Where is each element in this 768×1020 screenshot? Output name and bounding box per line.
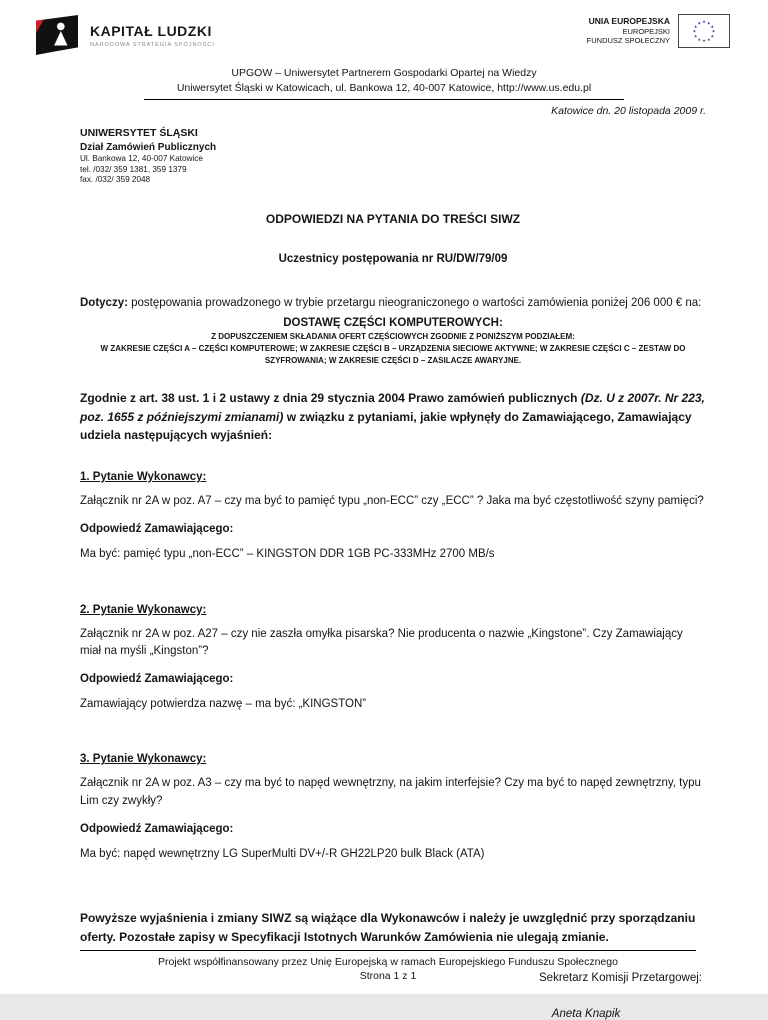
svg-text:★: ★ (707, 36, 711, 42)
program-logo-subtitle: NARODOWA STRATEGIA SPÓJNOŚCI (90, 41, 215, 48)
sender-address: Ul. Bankowa 12, 40-007 Katowice (80, 154, 203, 164)
kapital-ludzki-logo (34, 14, 215, 56)
svg-text:★: ★ (697, 20, 701, 26)
division-detail-line: W ZAKRESIE CZĘŚCI A – CZĘŚCI KOMPUTEROWE; W ZAKRESIE CZĘŚCI B – URZĄDZENIA SIECIOWE AKTYWNE; W ZAKRESIE CZĘŚCI C – ZESTAW DO SZYFROWANIA; W ZAKRESIE CZĘŚCI D – ZASILACZE AWARYJNE. (100, 344, 686, 366)
document-subtitle: Uczestnicy postępowania nr RU/DW/79/09 (278, 253, 508, 266)
answer-label: Odpowiedź Zamawiającego: (80, 673, 234, 686)
project-banner (144, 66, 624, 100)
page-footer (80, 950, 696, 984)
project-banner-line2: Uniwersytet Śląski w Katowicach, ul. Bankowa 12, 40-007 Katowice, http://www.us.edu.pl (176, 82, 592, 95)
footer-funding-line: Projekt współfinansowany przez Unię Europejską w ramach Europejskiego Funduszu Społecznego (158, 955, 618, 968)
answer-text: Ma być: napęd wewnętrzny LG SuperMulti DV+/-R GH22LP20 bulk Black (ATA) (80, 847, 485, 860)
question-text: Załącznik nr 2A w poz. A27 – czy nie zaszła omyłka pisarska? Nie producenta o nazwie „Kingstone”. Czy Zamawiający miał na myśli „Kingston”? (80, 627, 683, 657)
kapital-ludzki-flag-icon (34, 14, 80, 56)
eu-logo (587, 14, 730, 48)
sender-phone: tel. /032/ 359 1381, 359 1379 (80, 164, 187, 174)
svg-text:★: ★ (702, 38, 706, 44)
program-logo-title: KAPITAŁ LUDZKI (90, 22, 212, 39)
svg-text:★: ★ (693, 23, 698, 29)
eu-logo-line2: EUROPEJSKI (622, 26, 670, 36)
qa-section-1 (80, 471, 706, 564)
svg-text:★: ★ (697, 36, 701, 42)
footer-page-number: Strona 1 z 1 (359, 970, 417, 983)
legal-part3: w związku z pytaniami, jakie wpłynęły do Zamawiającego, Zamawiający udziela następujących wyjaśnień: (80, 409, 692, 443)
answer-text: Ma być: pamięć typu „non-ECC” – KINGSTON DDR 1GB PC-333MHz 2700 MB/s (80, 548, 495, 561)
svg-text:★: ★ (711, 28, 716, 34)
sender-institution: UNIWERSYTET ŚLĄSKI (80, 127, 198, 140)
svg-text:★: ★ (702, 19, 706, 24)
eu-flag-icon (678, 14, 730, 48)
signature-name: Aneta Knapik (551, 1008, 621, 1020)
svg-text:★: ★ (693, 33, 698, 39)
question-text: Załącznik nr 2A w poz. A7 – czy ma być to pamięć typu „non-ECC” czy „ECC” ? Jaka ma być częstotliwość szyny pamięci? (80, 495, 704, 508)
concerns-label: Dotyczy: (80, 297, 128, 310)
eu-logo-line3: FUNDUSZ SPOŁECZNY (586, 36, 670, 46)
answer-label: Odpowiedź Zamawiającego: (80, 523, 234, 536)
signature-role: Sekretarz Komisji Przetargowej: (539, 972, 702, 985)
svg-text:★: ★ (707, 20, 711, 26)
svg-text:★: ★ (710, 33, 715, 39)
question-heading: 1. Pytanie Wykonawcy: (80, 471, 207, 484)
question-heading: 2. Pytanie Wykonawcy: (80, 603, 207, 616)
eu-logo-line1: UNIA EUROPEJSKA (588, 16, 670, 27)
answer-text: Zamawiający potwierdza nazwę – ma być: „KINGSTON” (80, 698, 367, 711)
question-heading: 3. Pytanie Wykonawcy: (80, 753, 207, 766)
header-logos (0, 0, 768, 56)
closing-statement: Powyższe wyjaśnienia i zmiany SIWZ są wiążące dla Wykonawców i należy je uwzględnić przy sporządzaniu oferty. Pozostałe zapisy w Specyfikacji Istotnych Warunków Zamówienia nie ulegają zmianie. (80, 911, 696, 944)
svg-text:★: ★ (692, 28, 697, 34)
date-line: Katowice dn. 20 listopada 2009 r. (551, 105, 706, 118)
qa-section-3 (80, 753, 706, 863)
svg-text:★: ★ (710, 23, 715, 29)
question-text: Załącznik nr 2A w poz. A3 – czy ma być to napęd wewnętrzny, na jakim interfejsie? Czy ma być to napęd zewnętrzny, typu Lim czy zwykły? (80, 777, 701, 807)
sender-fax: fax. /032/ 359 2048 (80, 175, 151, 185)
concerns-paragraph (80, 295, 706, 312)
document-content (0, 105, 768, 1020)
concerns-text: postępowania prowadzonego w trybie przetargu nieograniczonego o wartości zamówienia poniżej 206 000 € na: (127, 297, 702, 310)
qa-section-2 (80, 604, 706, 714)
legal-basis-paragraph (80, 389, 706, 445)
sender-block (80, 127, 706, 186)
subject-heading: DOSTAWĘ CZĘŚCI KOMPUTEROWYCH: (283, 317, 503, 330)
legal-citation: (Dz. U z 2007r. Nr 223, poz. 1655 z późniejszymi zmianami) (80, 391, 705, 424)
eu-logo-text (587, 16, 670, 45)
sender-department: Dział Zamówień Publicznych (80, 142, 217, 154)
document-title: ODPOWIEDZI NA PYTANIA DO TREŚCI SIWZ (265, 212, 521, 227)
legal-part1: Zgodnie z art. 38 ust. 1 i 2 ustawy z dnia 29 stycznia 2004 Prawo zamówień publicznych (80, 391, 581, 406)
project-banner-line1: UPGOW – Uniwersytet Partnerem Gospodarki Opartej na Wiedzy (231, 67, 537, 79)
answer-label: Odpowiedź Zamawiającego: (80, 822, 234, 835)
kapital-ludzki-text (90, 23, 215, 48)
division-intro-line: Z DOPUSZCZENIEM SKŁADANIA OFERT CZĘŚCIOWYCH ZGODNIE Z PONIŻSZYM PODZIAŁEM: (211, 332, 575, 342)
